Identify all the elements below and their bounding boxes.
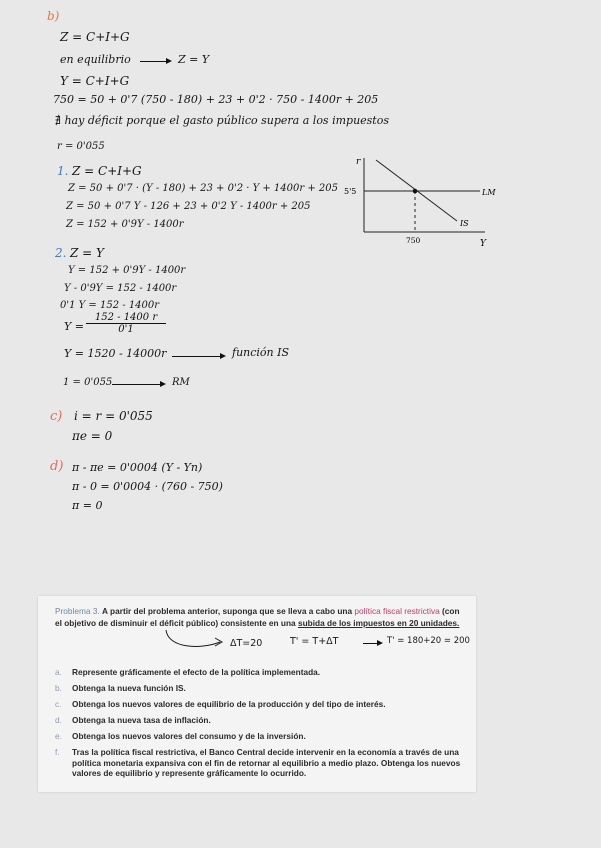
graph-y-axis-label: r <box>356 157 361 167</box>
fraction-numerator: 152 - 1400 r <box>86 312 166 324</box>
problem-text: (con el objetivo de disminuir el déficit público) consistente en una <box>55 606 460 628</box>
fraction-denominator: 0'1 <box>118 324 134 335</box>
list-item <box>55 731 467 742</box>
item-marker: c. <box>55 699 62 709</box>
section-c-line: i = r = 0'055 <box>74 409 153 423</box>
problem-3-box <box>38 596 476 792</box>
section-d-line: π - πe = 0'0004 (Y - Yn) <box>72 461 203 474</box>
deficit-note: ∄ hay déficit porque el gasto público supera a los impuestos <box>55 114 389 127</box>
annotation-t-prime: T' = T+ΔT <box>290 636 339 647</box>
item-text: Obtenga la nueva tasa de inflación. <box>72 715 211 725</box>
section-c-label: c) <box>50 409 63 424</box>
step-2-line: Z = Y <box>70 246 104 260</box>
item-text: Represente gráficamente el efecto de la política implementada. <box>72 667 321 677</box>
list-item <box>55 667 467 678</box>
equilibrium-text: en equilibrio <box>60 53 131 66</box>
step-1-line: Z = 50 + 0'7 Y - 126 + 23 + 0'2 Y - 1400r + 205 <box>66 201 311 212</box>
problem-label: Problema 3. <box>55 606 100 616</box>
graph-y-tick: 750 <box>406 236 421 245</box>
arrow-icon <box>363 643 381 644</box>
list-item <box>55 747 467 779</box>
step-2-line: 0'1 Y = 152 - 1400r <box>60 300 160 311</box>
is-label: IS <box>460 219 469 228</box>
equation-y-definition: Y = C+I+G <box>60 74 130 88</box>
problem-3-statement <box>55 606 467 629</box>
section-b-label: b) <box>47 9 60 23</box>
is-lm-graph <box>330 150 505 255</box>
item-text: Obtenga la nueva función IS. <box>72 683 186 693</box>
equation-z-definition: Z = C+I+G <box>60 30 130 44</box>
step-2-number: 2. <box>55 246 67 260</box>
rm-label: RM <box>172 377 190 388</box>
step-1-line: Z = C+I+G <box>72 164 142 178</box>
item-marker: f. <box>55 747 60 757</box>
item-text: Obtenga los nuevos valores del consumo y de la inversión. <box>72 731 306 741</box>
step-2-line: Y = 152 + 0'9Y - 1400r <box>68 265 186 276</box>
is-equation: Y = 1520 - 14000r <box>64 347 167 360</box>
section-c-line: πe = 0 <box>72 429 113 443</box>
problem-highlight: política fiscal restrictiva <box>354 606 440 616</box>
item-text: Obtenga los nuevos valores de equilibrio de la producción y del tipo de interés. <box>72 699 386 709</box>
section-d-line: π = 0 <box>72 499 103 512</box>
arrow-icon <box>140 61 170 62</box>
step-1-line: Z = 50 + 0'7 · (Y - 180) + 23 + 0'2 · Y + 1400r + 205 <box>68 183 338 194</box>
item-marker: d. <box>55 715 62 725</box>
section-d-label: d) <box>50 459 64 474</box>
item-marker: b. <box>55 683 62 693</box>
problem-items <box>55 667 467 784</box>
equilibrium-point <box>413 189 418 194</box>
equation-750: 750 = 50 + 0'7 (750 - 180) + 23 + 0'2 · 750 - 1400r + 205 <box>53 93 379 106</box>
r-value: r = 0'055 <box>57 141 105 152</box>
graph-x-axis-label: Y <box>480 239 486 249</box>
section-d-line: π - 0 = 0'0004 · (760 - 750) <box>72 480 223 493</box>
equilibrium-condition: Z = Y <box>178 53 210 66</box>
step-2-line: Y - 0'9Y = 152 - 1400r <box>64 283 177 294</box>
list-item <box>55 699 467 710</box>
annotation-delta-t: ΔT=20 <box>230 638 263 649</box>
step-1-number: 1. <box>57 164 69 178</box>
curved-arrow-icon <box>160 628 230 652</box>
problem-text: A partir del problema anterior, suponga que se lleva a cabo una <box>102 606 353 616</box>
step-2-line: Y = <box>64 320 84 333</box>
graph-r-tick: 5'5 <box>344 187 357 196</box>
problem-underline: subida de los impuestos en 20 unidades. <box>297 617 460 628</box>
item-marker: e. <box>55 731 62 741</box>
list-item <box>55 715 467 726</box>
arrow-icon <box>112 384 164 385</box>
list-item <box>55 683 467 694</box>
annotation-t-result: T' = 180+20 = 200 <box>387 636 470 646</box>
item-marker: a. <box>55 667 62 677</box>
lm-label: LM <box>482 188 496 197</box>
rm-value: 1 = 0'055 <box>63 377 113 388</box>
fraction <box>86 312 166 335</box>
step-1-line: Z = 152 + 0'9Y - 1400r <box>66 219 184 230</box>
is-function-label: función IS <box>232 346 290 359</box>
arrow-icon <box>172 356 224 357</box>
item-text: Tras la política fiscal restrictiva, el Banco Central decide intervenir en la economía a través de una política monetaria expansiva con el fin de retornar al equilibrio a medio plazo. Obtenga los nuevos valores de equilibrio y represente gráficamente lo ocurrido. <box>72 747 461 778</box>
